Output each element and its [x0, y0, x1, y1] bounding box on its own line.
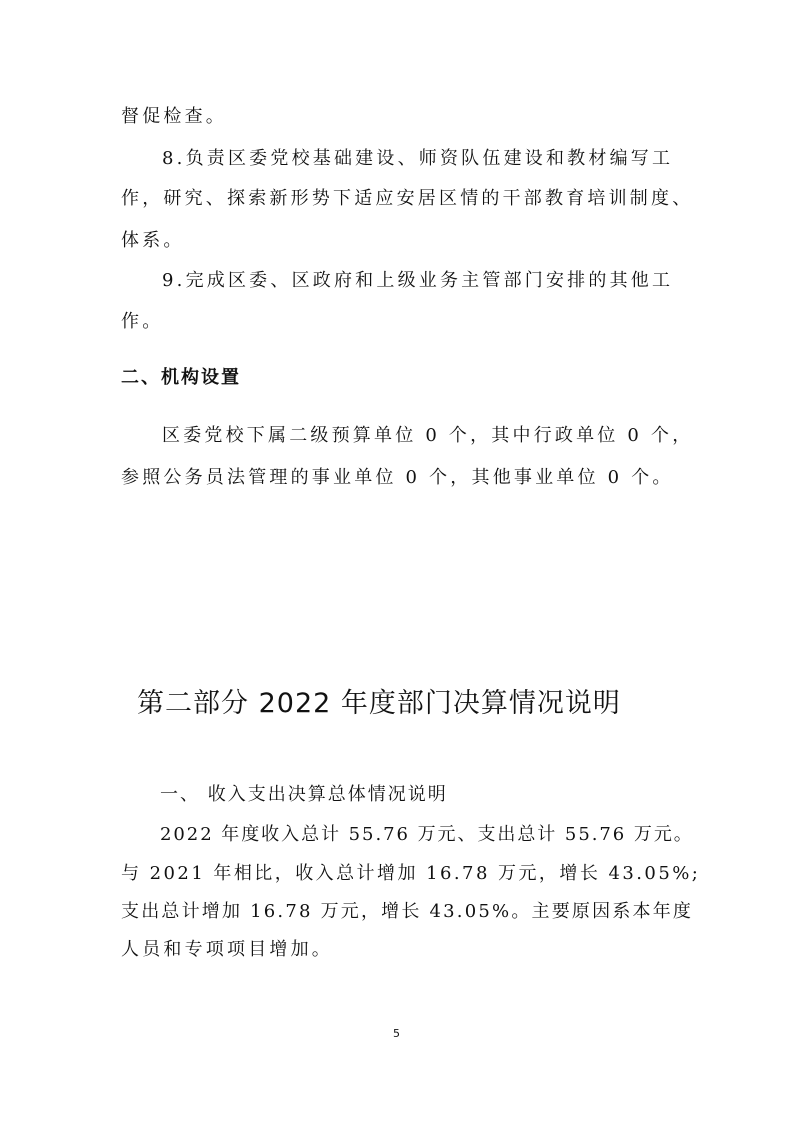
section-heading: 二、机构设置 — [121, 367, 241, 388]
paragraph-line-1: 2022 年度收入总计 55.76 万元、支出总计 55.76 万元。 — [160, 824, 694, 845]
page-number: 5 — [393, 1027, 400, 1040]
paragraph-line-4: 人员和专项项目增加。 — [121, 939, 333, 960]
list-item-9-line-2: 作。 — [121, 311, 164, 332]
paragraph-line-2: 与 2021 年相比，收入总计增加 16.78 万元，增长 43.05%; — [121, 863, 701, 884]
paragraph-line-2: 参照公务员法管理的事业单位 0 个，其他事业单位 0 个。 — [121, 467, 674, 488]
part-title: 第二部分 2022 年度部门决算情况说明 — [137, 688, 621, 719]
text-line: 督促检查。 — [121, 106, 227, 127]
list-item-8-line-3: 体系。 — [121, 230, 185, 251]
paragraph-line-1: 区委党校下属二级预算单位 0 个，其中行政单位 0 个， — [162, 425, 694, 446]
list-item-8-line-1: 8.负责区委党校基础建设、师资队伍建设和教材编写工 — [162, 148, 674, 169]
sub-heading: 一、 收入支出决算总体情况说明 — [160, 784, 448, 805]
list-item-8-line-2: 作，研究、探索新形势下适应安居区情的干部教育培训制度、 — [121, 188, 694, 209]
paragraph-line-3: 支出总计增加 16.78 万元，增长 43.05%。主要原因系本年度 — [121, 901, 694, 922]
list-item-9-line-1: 9.完成区委、区政府和上级业务主管部门安排的其他工 — [162, 270, 674, 291]
